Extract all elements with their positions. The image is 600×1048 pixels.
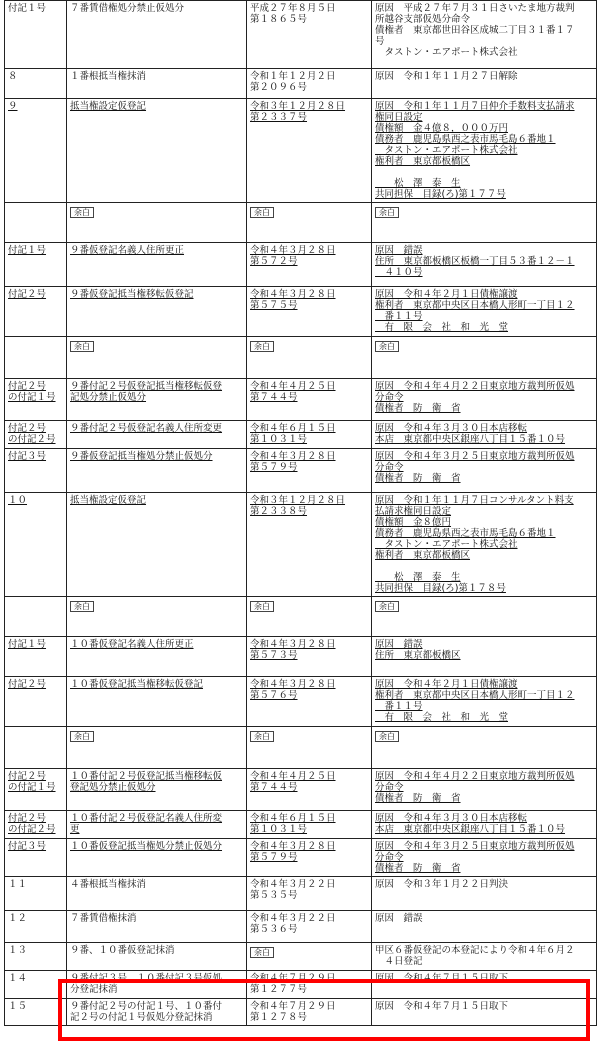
info-text: 原因 令和４年２月１日債権譲渡 権利者 東京都中央区日本橋人形町一丁目１２ 番１１号 有 限 会 社 和 光 堂 [375,679,575,723]
date-text: 令和４年３月２８日 第５７２号 [250,245,336,267]
register-row [5,637,597,677]
info-cell [372,971,597,999]
date-cell [247,769,372,811]
info-cell [372,637,597,677]
info-text: 原因 令和４年４月２２日東京地方裁判所仮処 分命令 債権者 防 衛 省 [375,381,575,414]
purpose-text: 抵当権設定仮登記 [70,101,147,112]
purpose-cell [67,379,247,421]
rank-number-cell [5,637,67,677]
date-text: 令和１年１２月２日 第２０９６号 [250,71,336,93]
date-cell [247,421,372,449]
register-row [5,911,597,943]
rank-number: 付記２号 の付記１号 [8,771,56,793]
info-cell [372,877,597,911]
rank-number: 付記３号 [8,841,47,852]
register-row [5,971,597,999]
register-row [5,69,597,99]
rank-number-cell [5,839,67,877]
purpose-cell [67,911,247,943]
purpose-text: ９番仮登記抵当権処分禁止仮処分 [70,451,213,462]
info-text: 原因 令和１年１１月７日コンサルタント料支 払請求権同日設定 債権額 金８億円 債務者 鹿児島県西之表市馬毛島６番地１ タストン・エアポート株式会社 権利者 東京都板橋区 松 澤 泰 生 共同担保 目録(ろ)第１７８号 [375,495,574,594]
rank-number: 付記２号 [8,289,47,300]
date-cell [247,999,372,1026]
date-cell [247,337,372,379]
rank-number-cell [5,243,67,287]
date-cell [247,493,372,597]
purpose-text: ９番付記２号仮登記抵当権移転仮登 記処分禁止仮処分 [70,381,223,403]
blank-mark: 余白 [70,601,94,612]
purpose-cell [67,943,247,971]
info-cell [372,69,597,99]
register-table [4,0,597,1026]
register-row [5,421,597,449]
rank-number: 付記２号 [8,679,47,690]
rank-number-cell [5,597,67,637]
info-text: 原因 令和４年７月１５日取下 [375,973,509,984]
date-text: 令和４年６月１５日 第１０３１号 [250,423,336,445]
date-cell [247,99,372,203]
info-cell [372,677,597,727]
date-cell [247,1,372,69]
purpose-cell [67,971,247,999]
purpose-cell [67,637,247,677]
date-text: 令和４年３月２２日 第５３６号 [250,913,336,935]
rank-number: ８ [8,71,18,82]
info-text: 原因 錯誤 住所 東京都板橋区 [375,639,461,661]
blank-mark: 余白 [70,207,94,218]
blank-mark: 余白 [375,341,399,352]
rank-number-cell [5,203,67,243]
info-text: 原因 令和４年７月１５日取下 [375,1001,509,1012]
date-cell [247,677,372,727]
info-cell [372,597,597,637]
date-cell [247,839,372,877]
purpose-cell [67,877,247,911]
blank-mark: 余白 [250,947,274,958]
register-row [5,727,597,769]
date-text: 令和４年３月２８日 第５７３号 [250,639,336,661]
register-row [5,677,597,727]
register-row [5,769,597,811]
register-row [5,379,597,421]
rank-number-cell [5,287,67,337]
register-row [5,877,597,911]
register-row [5,839,597,877]
rank-number-cell [5,811,67,839]
rank-number-cell [5,421,67,449]
date-text: 令和４年３月２８日 第５７９号 [250,451,336,473]
date-text: 令和４年３月２８日 第５７５号 [250,289,336,311]
register-row [5,999,597,1026]
purpose-text: １０番仮登記抵当権移転仮登記 [70,679,204,690]
info-text: 原因 平成２７年７月３１日さいたま地方裁判 所越谷支部仮処分命令 債権者 東京都世田谷区成城二丁目３１番１７ 号 タストン・エアポート株式会社 [375,3,575,58]
purpose-cell [67,421,247,449]
date-text: 平成２７年８月５日 第１８６５号 [250,3,336,25]
date-text: 令和４年４月２５日 第７４４号 [250,771,336,793]
purpose-text: ９番、１０番仮登記抹消 [70,945,175,956]
date-text: 令和４年６月１５日 第１０３１号 [250,813,336,835]
date-text: 令和４年４月２５日 第７４４号 [250,381,336,403]
date-text: 令和４年７月２９日 第１２７８号 [250,1001,336,1023]
rank-number: 付記１号 [8,3,47,14]
date-cell [247,637,372,677]
purpose-cell [67,727,247,769]
rank-number-cell [5,449,67,493]
date-text: 令和３年１２月２８日 第２３３７号 [250,101,346,123]
purpose-cell [67,69,247,99]
info-cell [372,379,597,421]
date-text: 令和４年７月２９日 第１２７７号 [250,973,336,995]
rank-number: 付記２号 の付記１号 [8,381,56,403]
info-cell [372,911,597,943]
info-text: 甲区６番仮登記の本登記により令和４年６月２ ４日登記 [375,945,575,967]
purpose-text: ７番賃借権抹消 [70,913,137,924]
info-text: 原因 令和４年３月３０日本店移転 本店 東京都中央区銀座八丁目１５番１０号 [375,813,566,835]
register-row [5,449,597,493]
blank-mark: 余白 [375,207,399,218]
purpose-cell [67,243,247,287]
rank-number: １２ [8,913,28,924]
rank-number: ９ [8,101,18,112]
register-row [5,337,597,379]
date-cell [247,877,372,911]
info-text: 原因 錯誤 住所 東京都板橋区板橋一丁目５３番１２－１ ４１０号 [375,245,575,278]
date-cell [247,971,372,999]
rank-number-cell [5,99,67,203]
blank-mark: 余白 [70,731,94,742]
date-text: 令和４年３月２８日 第５７６号 [250,679,336,701]
purpose-text: １番根抵当権抹消 [70,71,147,82]
rank-number-cell [5,943,67,971]
date-cell [247,379,372,421]
date-cell [247,69,372,99]
register-row [5,243,597,287]
info-text: 原因 令和１年１１月２７日解除 [375,71,518,82]
rank-number-cell [5,493,67,597]
date-text: 令和４年３月２８日 第５７９号 [250,841,336,863]
date-text: 令和３年１２月２８日 第２３３８号 [250,495,346,517]
register-row [5,99,597,203]
purpose-cell [67,493,247,597]
info-text: 原因 令和４年３月２５日東京地方裁判所仮処 分命令 債権者 防 衛 省 [375,451,575,484]
purpose-text: １０番付記２号仮登記名義人住所変 更 [70,813,223,835]
info-text: 原因 錯誤 [375,913,423,924]
rank-number: 付記１号 [8,245,47,256]
info-cell [372,811,597,839]
info-cell [372,839,597,877]
register-row [5,1,597,69]
info-cell [372,493,597,597]
info-cell [372,727,597,769]
info-cell [372,287,597,337]
date-cell [247,911,372,943]
rank-number: 付記３号 [8,451,47,462]
info-cell [372,243,597,287]
rank-number-cell [5,337,67,379]
rank-number: １４ [8,973,28,984]
rank-number-cell [5,69,67,99]
purpose-cell [67,811,247,839]
date-cell [247,811,372,839]
register-row [5,203,597,243]
register-row [5,287,597,337]
date-cell [247,243,372,287]
info-text: 原因 令和４年４月２２日東京地方裁判所仮処 分命令 債権者 防 衛 省 [375,771,575,804]
purpose-text: １０番仮登記抵当権処分禁止仮処分 [70,841,223,852]
blank-mark: 余白 [250,601,274,612]
rank-number-cell [5,727,67,769]
rank-number-cell [5,877,67,911]
info-text: 原因 令和４年３月２５日東京地方裁判所仮処 分命令 債権者 防 衛 省 [375,841,575,874]
rank-number: １０ [8,495,28,506]
purpose-text: ９番仮登記名義人住所更正 [70,245,185,256]
purpose-cell [67,597,247,637]
info-text: 原因 令和４年２月１日債権譲渡 権利者 東京都中央区日本橋人形町一丁目１２ 番１１号 有 限 会 社 和 光 堂 [375,289,575,333]
blank-mark: 余白 [375,731,399,742]
blank-mark: 余白 [70,341,94,352]
purpose-cell [67,999,247,1026]
purpose-cell [67,1,247,69]
purpose-text: 抵当権設定仮登記 [70,495,147,506]
info-text: 原因 令和３年１月２２日判決 [375,879,509,890]
info-cell [372,421,597,449]
rank-number: １１ [8,879,28,890]
blank-mark: 余白 [375,601,399,612]
purpose-text: ９番付記２号仮登記名義人住所変更 [70,423,223,434]
register-row [5,493,597,597]
purpose-cell [67,99,247,203]
purpose-cell [67,677,247,727]
info-cell [372,337,597,379]
date-cell [247,287,372,337]
rank-number-cell [5,971,67,999]
purpose-text: ４番根抵当権抹消 [70,879,147,890]
rank-number-cell [5,769,67,811]
info-cell [372,943,597,971]
purpose-cell [67,287,247,337]
rank-number-cell [5,999,67,1026]
date-cell [247,203,372,243]
purpose-cell [67,449,247,493]
date-cell [247,943,372,971]
info-cell [372,203,597,243]
register-row [5,943,597,971]
date-cell [247,449,372,493]
purpose-cell [67,839,247,877]
rank-number-cell [5,677,67,727]
purpose-cell [67,769,247,811]
rank-number: １５ [8,1001,28,1012]
rank-number: 付記２号 の付記２号 [8,423,56,445]
register-row [5,597,597,637]
purpose-cell [67,203,247,243]
date-cell [247,727,372,769]
register-row [5,811,597,839]
blank-mark: 余白 [250,341,274,352]
rank-number: 付記２号 の付記２号 [8,813,56,835]
rank-number-cell [5,379,67,421]
rank-number-cell [5,911,67,943]
purpose-cell [67,337,247,379]
rank-number: １３ [8,945,28,956]
info-cell [372,999,597,1026]
blank-mark: 余白 [250,207,274,218]
purpose-text: ９番付記３号、１０番付記３号仮処 分登記抹消 [70,973,223,995]
register-body [5,1,597,1026]
rank-number-cell [5,1,67,69]
purpose-text: ９番付記２号の付記１号、１０番付 記２号の付記１号仮処分登記抹消 [70,1001,223,1023]
date-cell [247,597,372,637]
date-text: 令和４年３月２２日 第５３５号 [250,879,336,901]
purpose-text: ９番仮登記抵当権移転仮登記 [70,289,194,300]
rank-number: 付記１号 [8,639,47,650]
info-cell [372,99,597,203]
info-cell [372,769,597,811]
purpose-text: １０番仮登記名義人住所更正 [70,639,194,650]
info-cell [372,449,597,493]
purpose-text: ７番賃借権処分禁止仮処分 [70,3,185,14]
purpose-text: １０番付記２号仮登記抵当権移転仮 登記処分禁止仮処分 [70,771,223,793]
blank-mark: 余白 [250,731,274,742]
info-text: 原因 令和４年３月３０日本店移転 本店 東京都中央区銀座八丁目１５番１０号 [375,423,566,445]
info-cell [372,1,597,69]
info-text: 原因 令和１年１１月７日仲介手数料支払請求 権同日設定 債権額 金４億８，０００万円 債務者 鹿児島県西之表市馬毛島６番地１ タストン・エアポート株式会社 権利者 東京都板橋区 松 澤 泰 生 共同担保 目録(ろ)第１７７号 [375,101,575,200]
